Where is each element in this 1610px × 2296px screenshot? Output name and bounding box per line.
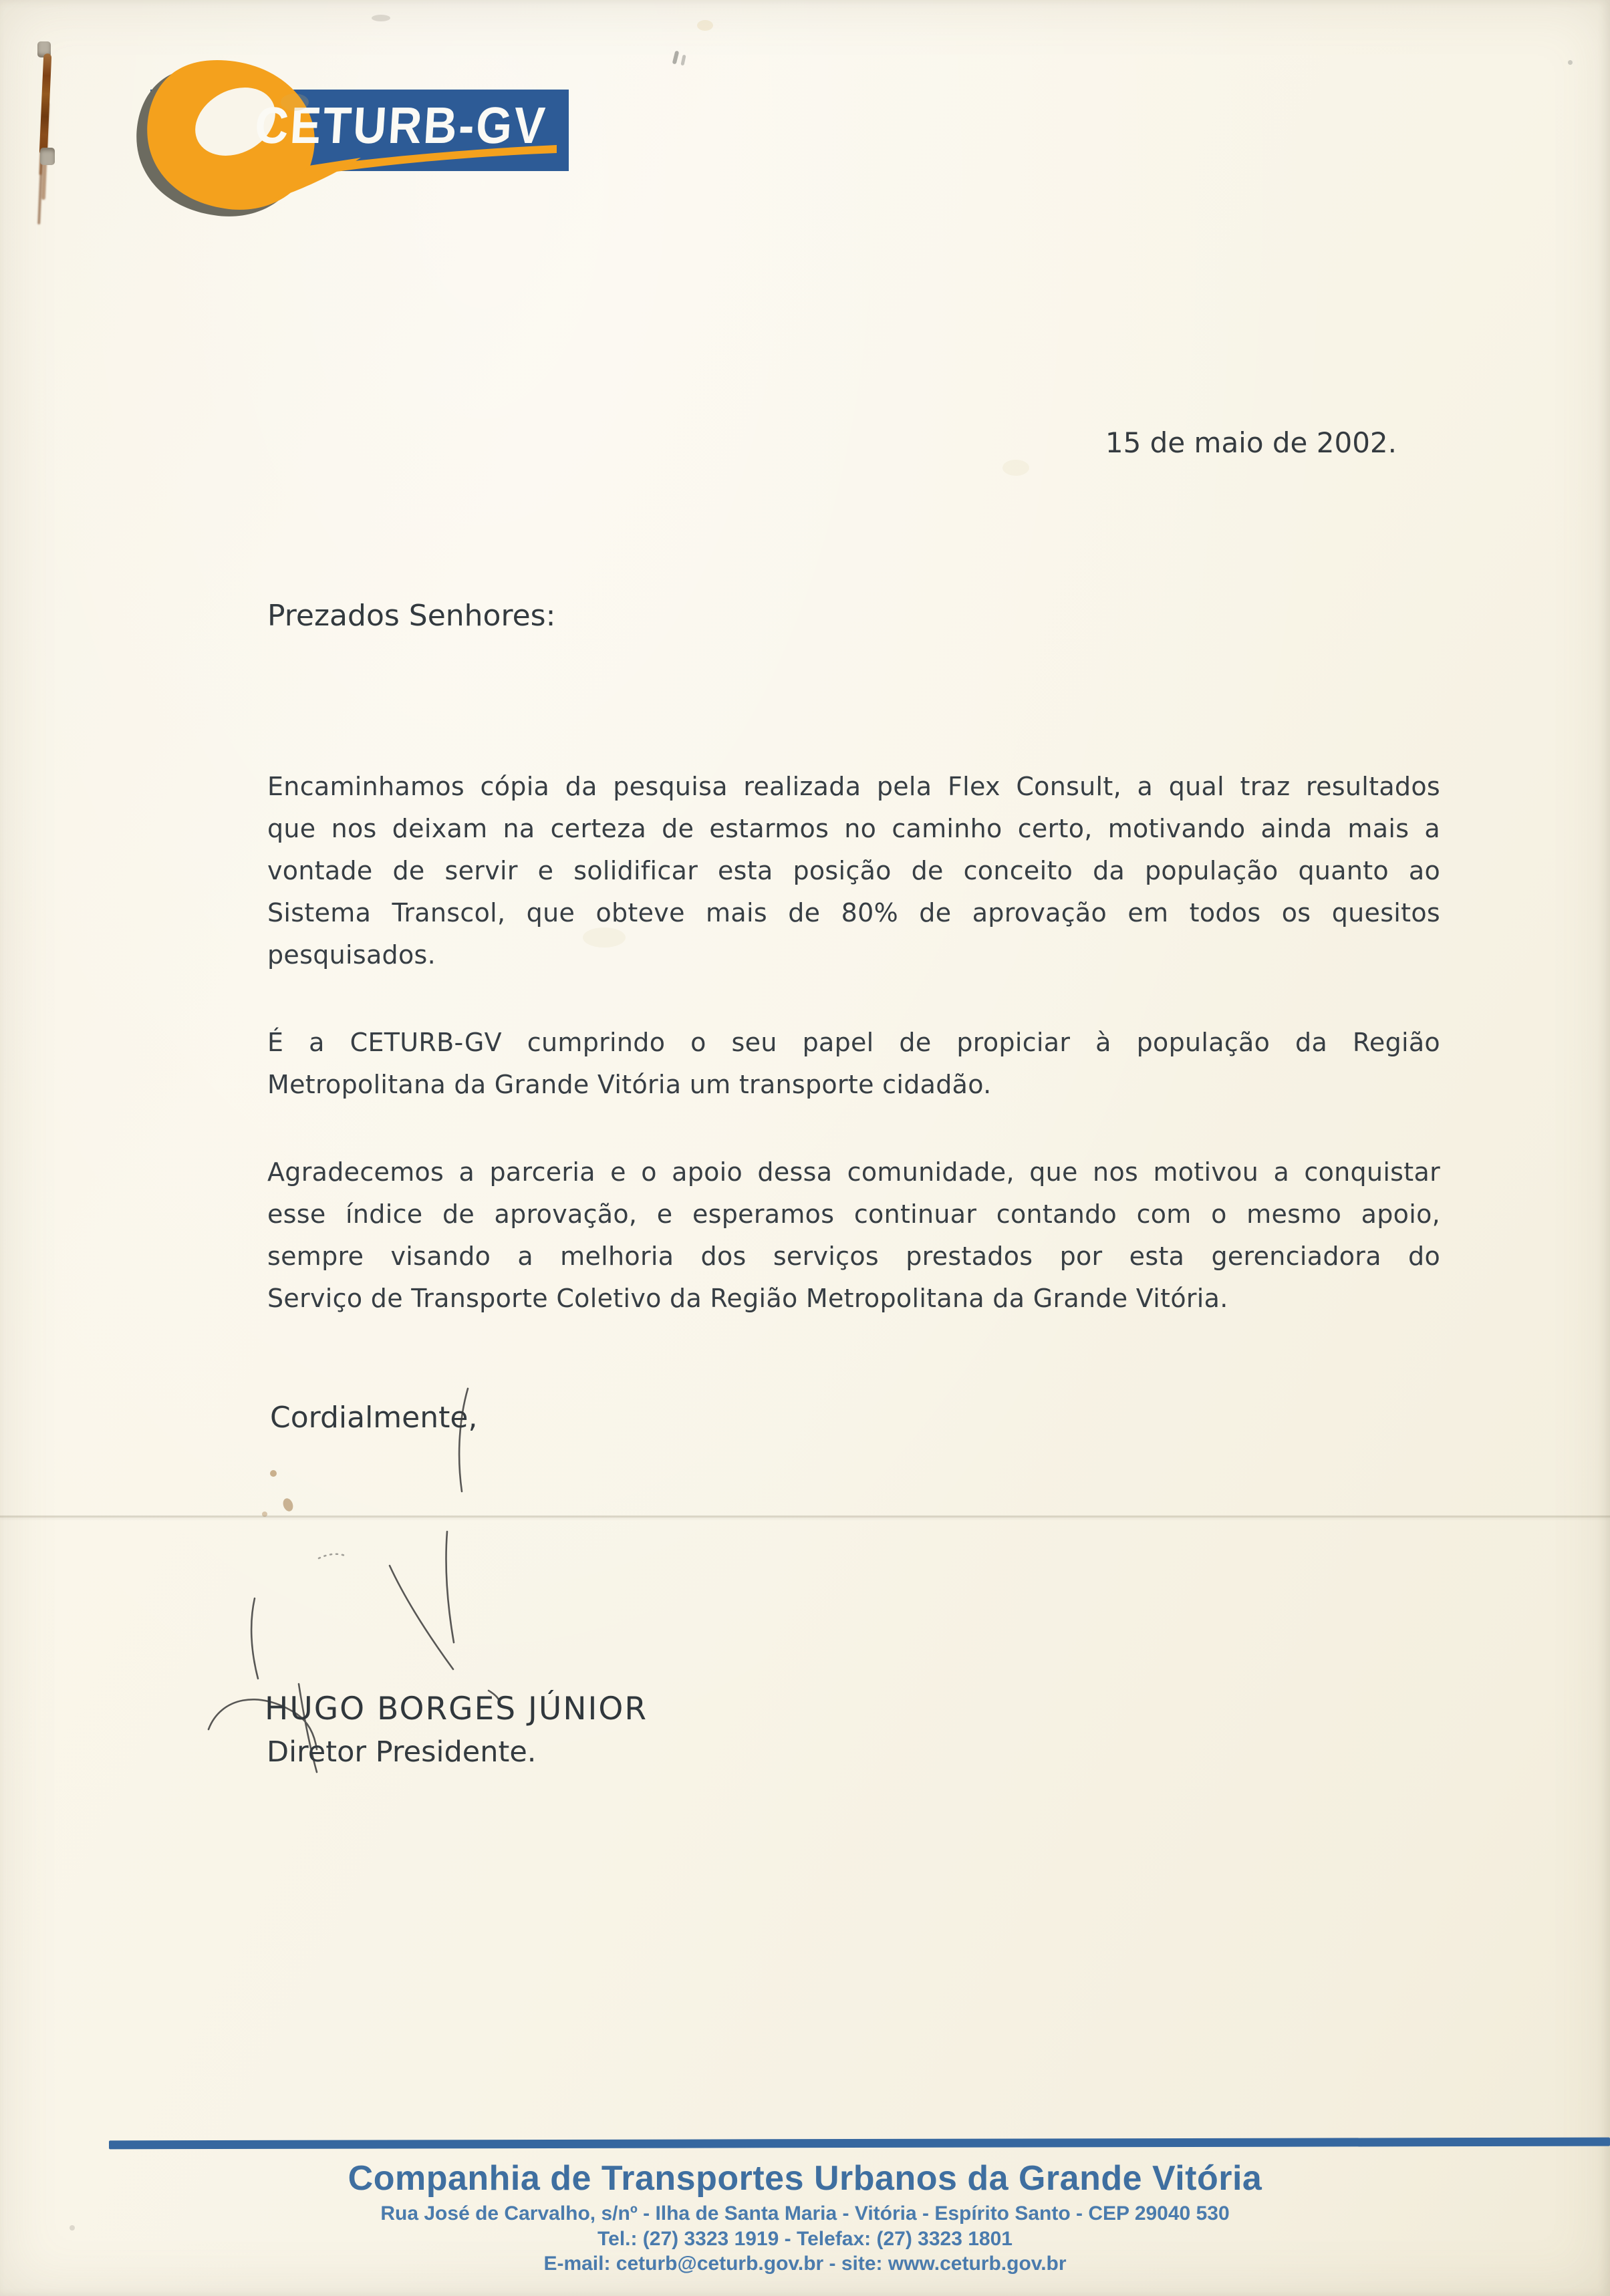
- paragraph-line: Agradecemos a parceria e o apoio dessa comunidade, que nos motivou a conquistar: [267, 1157, 1440, 1187]
- paragraph-line: Serviço de Transporte Coletivo da Região Metropolitana da Grande Vitória.: [267, 1284, 1228, 1313]
- paper-speck: [672, 51, 680, 65]
- paragraph-line: esse índice de aprovação, e esperamos continuar contando com o mesmo apoio,: [267, 1199, 1440, 1229]
- paper-speck: [680, 55, 686, 66]
- letter-salutation: Prezados Senhores:: [267, 599, 556, 633]
- paragraph-line: sempre visando a melhoria dos serviços prestados por esta gerenciadora do: [267, 1242, 1440, 1271]
- footer-rule: [109, 2138, 1610, 2150]
- signature-strokes-icon: [187, 1370, 535, 1791]
- signer-name: HUGO BORGES JÚNIOR: [265, 1691, 648, 1727]
- letter-closing: Cordialmente,: [270, 1401, 478, 1435]
- letter-paragraphs: [267, 766, 1440, 1320]
- paragraph-line: Sistema Transcol, que obteve mais de 80% de aprovação em todos os quesitos: [267, 898, 1440, 927]
- paragraph-line: que nos deixam na certeza de estarmos no caminho certo, motivando ainda mais a: [267, 814, 1440, 843]
- paragraph-line: vontade de servir e solidificar esta posição de conceito da população quanto ao: [267, 856, 1440, 885]
- paragraph: [267, 766, 1440, 976]
- logo-wordmark: CETURB-GV: [253, 96, 549, 154]
- paper-stain: [281, 94, 309, 111]
- pen-stroke: [390, 1566, 453, 1669]
- paper-stain: [1002, 460, 1029, 476]
- ceturb-logo: [100, 37, 595, 224]
- paragraph-line: Metropolitana da Grande Vitória um transporte cidadão.: [267, 1070, 992, 1099]
- paper-stain: [697, 20, 713, 31]
- footer-address: Rua José de Carvalho, s/nº - Ilha de Santa Maria - Vitória - Espírito Santo - CEP 29040 530: [380, 2202, 1230, 2225]
- footer-phone: Tel.: (27) 3323 1919 - Telefax: (27) 3323 1801: [597, 2228, 1013, 2250]
- paragraph-line: pesquisados.: [267, 940, 436, 970]
- paragraph: [267, 1151, 1440, 1320]
- paragraph: [267, 1022, 1440, 1106]
- pen-stroke: [446, 1532, 454, 1642]
- pen-stroke: [459, 1389, 468, 1491]
- footer-email-site: E-mail: ceturb@ceturb.gov.br - site: www.ceturb.gov.br: [543, 2253, 1067, 2275]
- paper-stain: [372, 15, 390, 21]
- footer-company-name: Companhia de Transportes Urbanos da Grande Vitória: [348, 2159, 1262, 2198]
- paragraph-line: É a CETURB-GV cumprindo o seu papel de propiciar à população da Região: [267, 1028, 1440, 1057]
- staple-mark-icon: [32, 41, 59, 165]
- signer-title: Diretor Presidente.: [267, 1735, 537, 1769]
- paper-speck: [1568, 60, 1573, 65]
- letter-date: 15 de maio de 2002.: [1105, 426, 1397, 459]
- paragraph-line: Encaminhamos cópia da pesquisa realizada pela Flex Consult, a qual traz resultados: [267, 772, 1440, 801]
- pen-stroke: [319, 1554, 345, 1558]
- pen-stroke: [251, 1598, 258, 1679]
